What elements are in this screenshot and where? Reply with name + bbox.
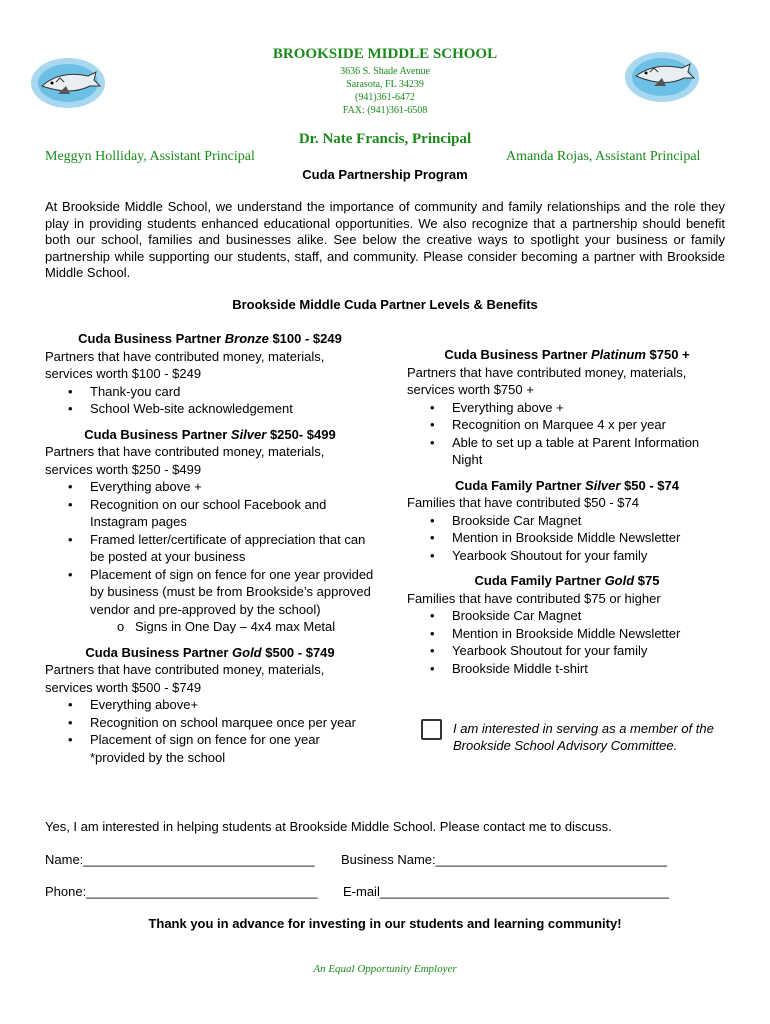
benefit-item: • Yearbook Shoutout for your family: [452, 642, 727, 660]
tier-heading: [45, 330, 375, 348]
tier-description: Partners that have contributed money, materials, services worth $750 +: [407, 364, 687, 397]
benefit-item: • Framed letter/certificate of appreciation that can be posted at your business: [90, 531, 375, 566]
tier-level: Silver: [230, 426, 267, 442]
benefit-item: • Mention in Brookside Middle Newsletter: [452, 529, 727, 547]
sub-benefit-list: [45, 618, 375, 636]
benefit-list: [407, 512, 727, 565]
benefit-item: • Brookside Car Magnet: [452, 512, 727, 530]
tier-range: $750 +: [645, 347, 690, 362]
tier-level: Silver: [585, 477, 621, 493]
benefit-item: • Brookside Middle t-shirt: [452, 660, 727, 678]
tier-heading: [45, 426, 375, 444]
tier-prefix: Cuda Business Partner: [444, 347, 591, 362]
benefit-item: • Everything above +: [90, 478, 375, 496]
benefit-item: • Recognition on school marquee once per year: [90, 714, 375, 732]
benefit-list: [407, 607, 727, 677]
tier-range: $250- $499: [266, 426, 336, 442]
tier-heading: [407, 572, 727, 590]
footer-equal-opportunity: An Equal Opportunity Employer: [313, 963, 457, 975]
benefit-item: • Everything above +: [452, 399, 727, 417]
tier-family-silver: [407, 477, 727, 565]
advisory-committee-checkbox[interactable]: [421, 719, 442, 740]
school-name: BROOKSIDE MIDDLE SCHOOL: [272, 46, 498, 62]
tier-prefix: Cuda Business Partner: [78, 331, 225, 346]
name-field[interactable]: Name:________________________________: [45, 852, 315, 867]
address-street: 3636 S. Shade Avenue: [340, 66, 430, 77]
assistant-principal-right: Amanda Rojas, Assistant Principal: [506, 149, 701, 164]
assistant-principal-left: Meggyn Holliday, Assistant Principal: [45, 149, 255, 164]
tier-range: $100 - $249: [268, 331, 342, 346]
program-title: Cuda Partnership Program: [302, 167, 468, 182]
benefit-item: • Yearbook Shoutout for your family: [452, 547, 727, 565]
intro-paragraph: At Brookside Middle School, we understand the importance of community and family relationships and the role they play in providing students enhanced educational opportunities. We also recognize that a partnership should benefit both our school, families and businesses alike. See below the creative ways to spotlight your business or family partnership while supporting our students, staff, and community. Please consider becoming a partner with Brookside Middle School.: [45, 199, 725, 280]
contact-statement: Yes, I am interested in helping students at Brookside Middle School. Please contact me to discuss.: [45, 819, 612, 834]
tier-description: Families that have contributed $75 or higher: [407, 590, 661, 606]
benefit-item: • Able to set up a table at Parent Information Night: [452, 434, 727, 469]
sub-benefit-item: o Signs in One Day – 4x4 max Metal: [135, 618, 375, 636]
levels-title: Brookside Middle Cuda Partner Levels & Benefits: [232, 297, 538, 312]
tier-heading: [407, 477, 727, 495]
tier-platinum: [407, 346, 727, 469]
tier-description: Partners that have contributed money, materials, services worth $100 - $249: [45, 348, 325, 381]
tier-prefix: Cuda Business Partner: [85, 644, 233, 660]
tier-prefix: Cuda Family Partner: [474, 573, 605, 588]
email-field[interactable]: E-mail________________________________________: [343, 884, 670, 899]
business-name-field[interactable]: Business Name:________________________________: [341, 852, 668, 867]
tier-level: Platinum: [591, 347, 646, 362]
phone-field[interactable]: Phone:________________________________: [45, 884, 318, 899]
tier-prefix: Cuda Family Partner: [454, 477, 586, 493]
left-column: [45, 330, 375, 766]
benefit-list: [45, 478, 375, 618]
benefit-item: • Recognition on our school Facebook and Instagram pages: [90, 496, 375, 531]
benefit-item: • Placement of sign on fence for one year *provided by the school: [90, 731, 375, 766]
tier-level: Bronze: [224, 331, 269, 346]
tier-description: Partners that have contributed money, materials, services worth $500 - $749: [45, 662, 325, 695]
tier-range: $75: [634, 573, 660, 588]
tier-range: $500 - $749: [261, 644, 335, 660]
benefit-list: [407, 399, 727, 469]
right-column: [407, 346, 727, 677]
principal-name: Dr. Nate Francis, Principal: [298, 131, 472, 147]
tier-description: Partners that have contributed money, materials, services worth $250 - $499: [45, 444, 325, 477]
benefit-list: [45, 383, 375, 418]
tier-range: $50 - $74: [620, 477, 679, 493]
benefit-item: • School Web-site acknowledgement: [90, 400, 375, 418]
address-city: Sarasota, FL 34239: [346, 79, 424, 90]
tier-bronze: [45, 330, 375, 418]
tier-family-gold: [407, 572, 727, 677]
tier-level: Gold: [604, 573, 635, 588]
benefit-item: • Everything above+: [90, 696, 375, 714]
benefit-item: • Placement of sign on fence for one year provided by business (must be from Brookside’s approved vendor and pre-approved by the school): [90, 566, 375, 619]
tier-heading: [45, 644, 375, 662]
tier-description: Families that have contributed $50 - $74: [407, 495, 639, 510]
tier-heading: [407, 346, 727, 364]
tier-silver: [45, 426, 375, 636]
address-fax: FAX: (941)361-6508: [342, 105, 428, 116]
benefit-item: • Brookside Car Magnet: [452, 607, 727, 625]
tier-prefix: Cuda Business Partner: [84, 426, 231, 442]
benefit-item: • Mention in Brookside Middle Newsletter: [452, 625, 727, 643]
benefit-item: • Recognition on Marquee 4 x per year: [452, 416, 727, 434]
tier-gold: [45, 644, 375, 767]
thank-you-message: Thank you in advance for investing in our students and learning community!: [148, 916, 622, 931]
tier-level: Gold: [232, 644, 262, 660]
address-phone: (941)361-6472: [355, 92, 415, 103]
benefit-list: [45, 696, 375, 766]
advisory-committee-text: I am interested in serving as a member of the Brookside School Advisory Committee.: [453, 721, 714, 753]
benefit-item: • Thank-you card: [90, 383, 375, 401]
